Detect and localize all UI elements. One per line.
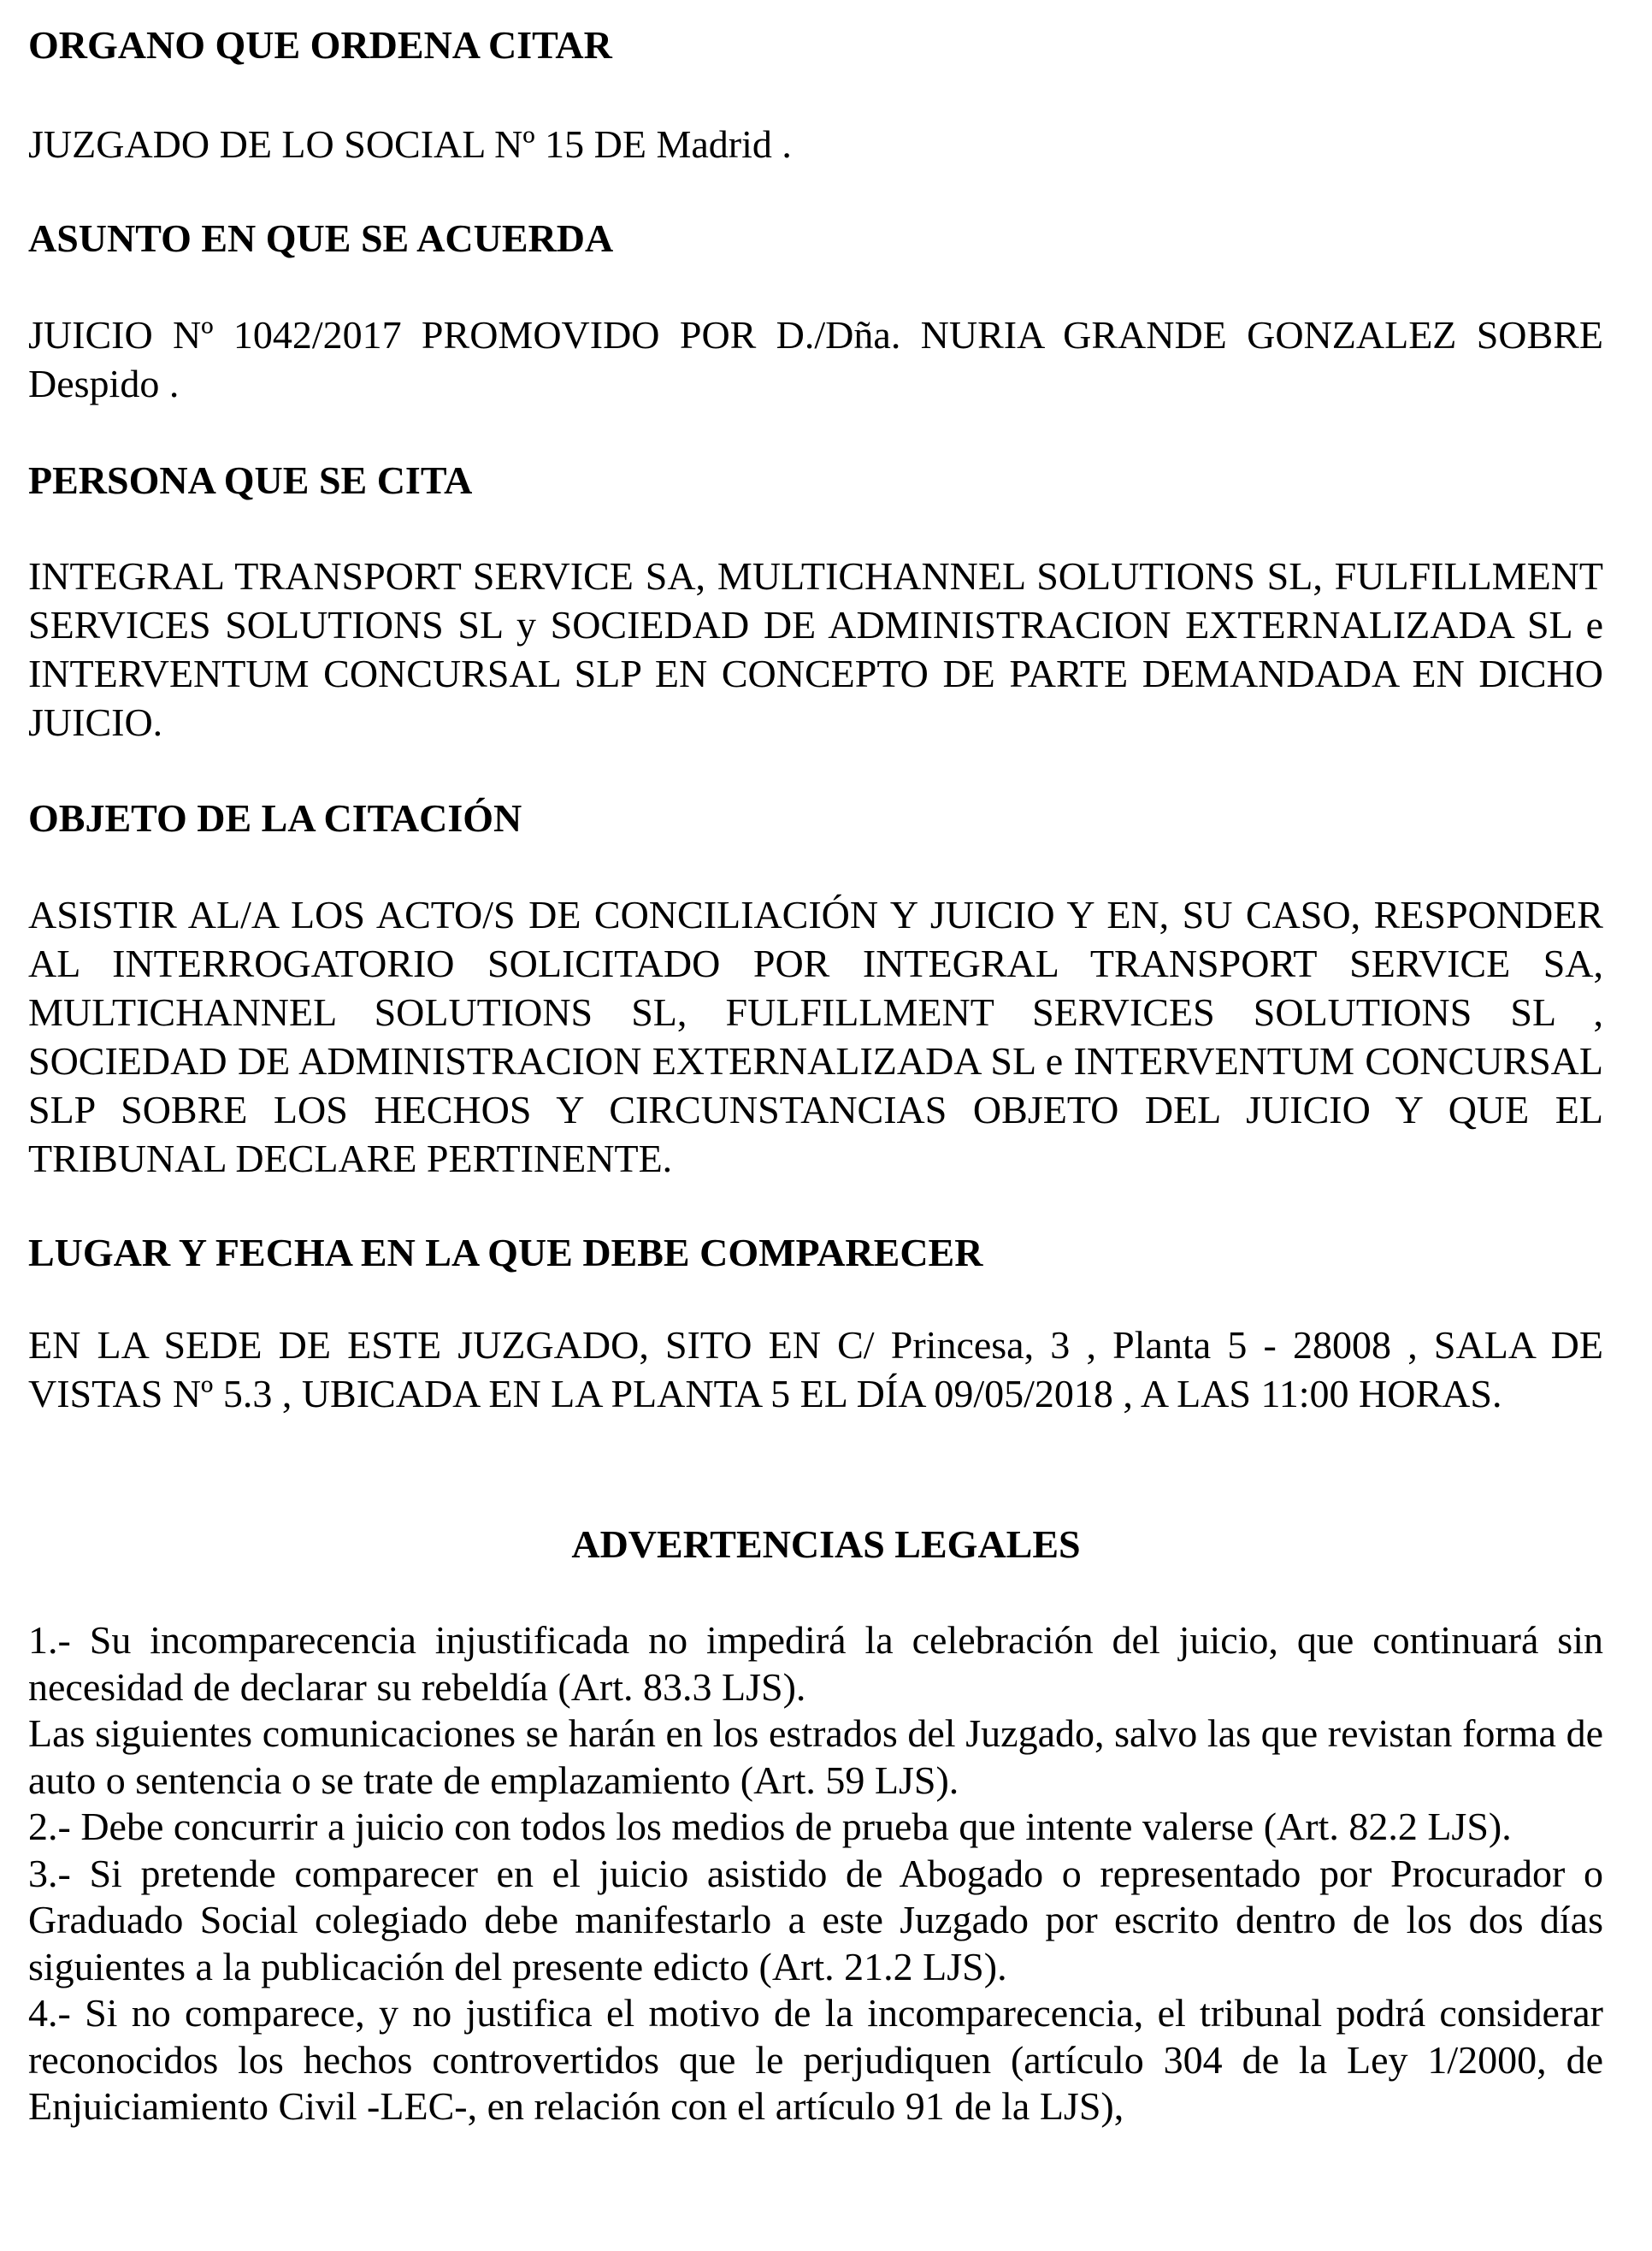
- organo-text: JUZGADO DE LO SOCIAL Nº 15 DE Madrid .: [28, 122, 792, 166]
- heading-organo: ORGANO QUE ORDENA CITAR: [28, 23, 612, 67]
- objeto-text: ASISTIR AL/A LOS ACTO/S DE CONCILIACIÓN Y JUICIO Y EN, SU CASO, RESPONDER AL INTERROGATORIO SOLICITADO POR INTEGRAL TRANSPORT SERVICE SA, MULTICHANNEL SOLUTIONS SL, FULFILLMENT SERVICES SOLUTIONS SL , SOCIEDAD DE ADMINISTRACION EXTERNALIZADA SL e INTERVENTUM CONCURSAL SLP SOBRE LOS HECHOS Y CIRCUNSTANCIAS OBJETO DEL JUICIO Y QUE EL TRIBUNAL DECLARE PERTINENTE.: [28, 893, 1603, 1180]
- legal-paragraph: 3.- Si pretende comparecer en el juicio asistido de Abogado o representado por Procurador o Graduado Social colegiado debe manifestarlo a este Juzgado por escrito dentro de los dos días siguientes a la publicación del presente edicto (Art. 21.2 LJS).: [28, 1851, 1603, 1988]
- legal-paragraph: Las siguientes comunicaciones se harán en los estrados del Juzgado, salvo las que revistan forma de auto o sentencia o se trate de emplazamiento (Art. 59 LJS).: [28, 1711, 1603, 1802]
- heading-persona: PERSONA QUE SE CITA: [28, 458, 473, 502]
- legal-warnings: [28, 1617, 1603, 2130]
- heading-asunto: ASUNTO EN QUE SE ACUERDA: [28, 216, 614, 260]
- legal-paragraph: 2.- Debe concurrir a juicio con todos los medios de prueba que intente valerse (Art. 82.2 LJS).: [28, 1805, 1512, 1848]
- heading-objeto: OBJETO DE LA CITACIÓN: [28, 796, 522, 840]
- heading-advertencias: ADVERTENCIAS LEGALES: [571, 1522, 1081, 1566]
- asunto-text: JUICIO Nº 1042/2017 PROMOVIDO POR D./Dña. NURIA GRANDE GONZALEZ SOBRE Despido .: [28, 313, 1603, 405]
- heading-lugar: LUGAR Y FECHA EN LA QUE DEBE COMPARECER: [28, 1231, 983, 1274]
- legal-paragraph: 1.- Su incomparecencia injustificada no impedirá la celebración del juicio, que continuará sin necesidad de declarar su rebeldía (Art. 83.3 LJS).: [28, 1618, 1603, 1709]
- lugar-text: EN LA SEDE DE ESTE JUZGADO, SITO EN C/ Princesa, 3 , Planta 5 - 28008 , SALA DE VISTAS Nº 5.3 , UBICADA EN LA PLANTA 5 EL DÍA 09/05/2018 , A LAS 11:00 HORAS.: [28, 1323, 1603, 1415]
- persona-text: INTEGRAL TRANSPORT SERVICE SA, MULTICHANNEL SOLUTIONS SL, FULFILLMENT SERVICES SOLUTIONS SL y SOCIEDAD DE ADMINISTRACION EXTERNALIZADA SL e INTERVENTUM CONCURSAL SLP EN CONCEPTO DE PARTE DEMANDADA EN DICHO JUICIO.: [28, 554, 1603, 744]
- legal-paragraph: 4.- Si no comparece, y no justifica el motivo de la incomparecencia, el tribunal podrá considerar reconocidos los hechos controvertidos que le perjudiquen (artículo 304 de la Ley 1/2000, de Enjuiciamiento Civil -LEC-, en relación con el artículo 91 de la LJS),: [28, 1991, 1603, 2128]
